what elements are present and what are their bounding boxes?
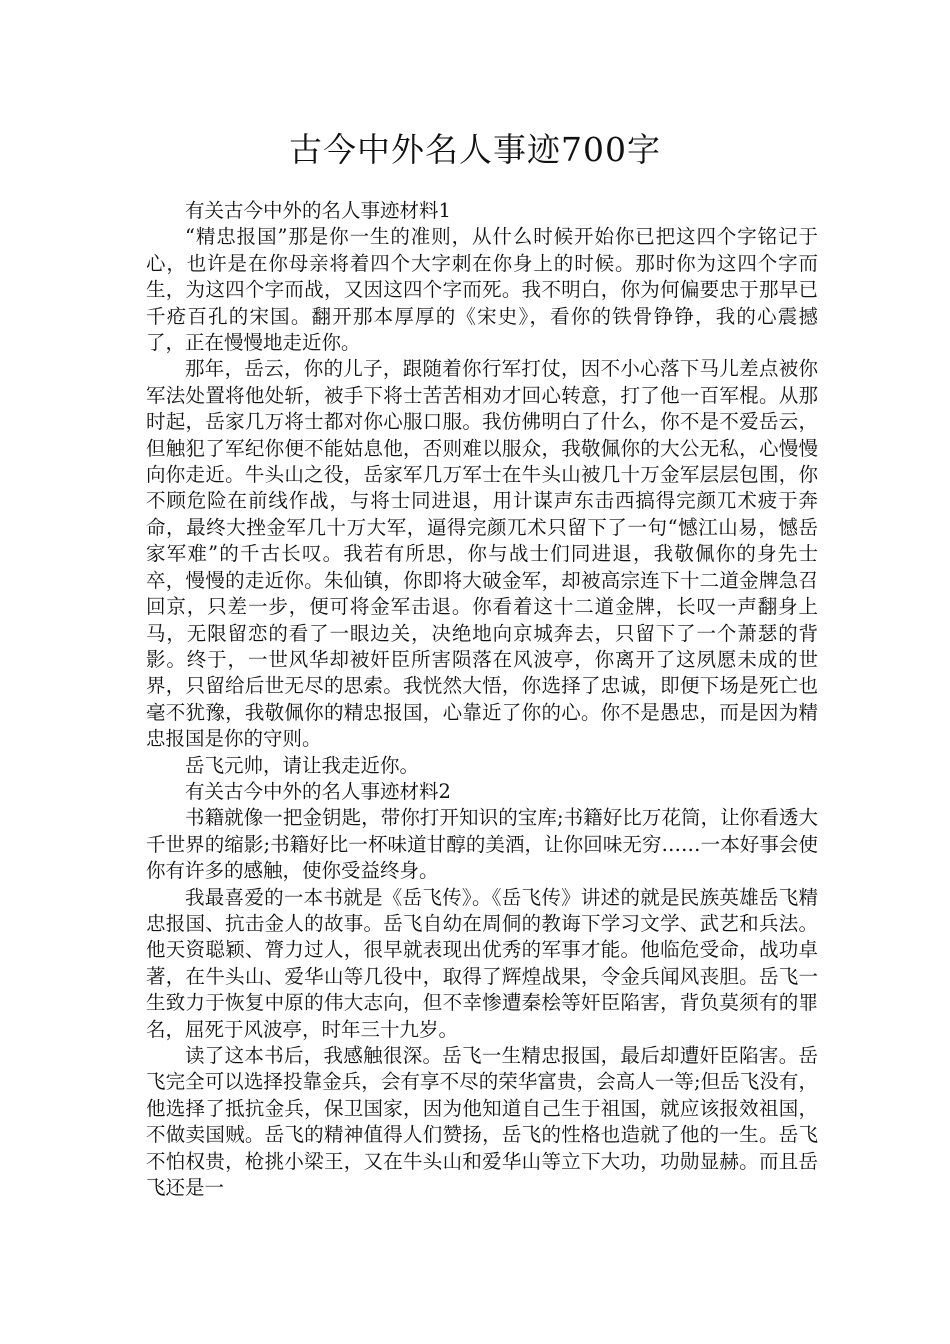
paragraph: 那年，岳云，你的儿子，跟随着你行军打仗，因不小心落下马儿差点被你军法处置将他处斩，被手下将士苦苦相劝才回心转意，打了他一百军棍。从那时起，岳家几万将士都对你心服口服。我仿佛明白了什么，你不是不爱岳云，但触犯了军纪你便不能姑息他，否则难以服众，我敬佩你的大公无私，心慢慢向你走近。牛头山之役，岳家军几万军士在牛头山被几十万金军层层包围，你不顾危险在前线作战，与将士同进退，用计谋声东击西搞得完颜兀术疲于奔命，最终大挫金军几十万大军，逼得完颜兀术只留下了一句“憾江山易，憾岳家军难”的千古长叹。我若有所思，你与战士们同进退，我敬佩你的身先士卒，慢慢的走近你。朱仙镇，你即将大破金军，却被高宗连下十二道金牌急召回京，只差一步，便可将金军击退。你看着这十二道金牌，长叹一声翻身上马，无限留恋的看了一眼边关，决绝地向京城奔去，只留下了一个萧瑟的背影。终于，一世风华却被奸臣所害陨落在风波亭，你离开了这夙愿未成的世界，只留给后世无尽的思索。我恍然大悟，你选择了忠诚，即便下场是死亡也毫不犹豫，我敬佩你的精忠报国，心靠近了你的心。你不是愚忠，而是因为精忠报国是你的守则。	[146, 357, 818, 751]
page-title: 古今中外名人事迹700字	[289, 130, 661, 169]
document-body	[146, 198, 818, 1201]
paragraph: 书籍就像一把金钥匙，带你打开知识的宝库;书籍好比万花筒，让你看透大千世界的缩影;书籍好比一杯味道甘醇的美酒，让你回味无穷……一本好事会使你有许多的感触，使你受益终身。	[146, 806, 818, 883]
paragraph: 读了这本书后，我感触很深。岳飞一生精忠报国，最后却遭奸臣陷害。岳飞完全可以选择投靠金兵，会有享不尽的荣华富贵，会高人一等;但岳飞没有，他选择了抵抗金兵，保卫国家，因为他知道自己生于祖国，就应该报效祖国，不做卖国贼。岳飞的精神值得人们赞扬，岳飞的性格也造就了他的一生。岳飞不怕权贵，枪挑小梁王，又在牛头山和爱华山等立下大功，功勋显赫。而且岳飞还是一	[146, 1044, 818, 1200]
section-heading-2: 有关古今中外的名人事迹材料2	[185, 779, 451, 803]
paragraph: “精忠报国”那是你一生的准则，从什么时候开始你已把这四个字铭记于心，也许是在你母亲将着四个大字刺在你身上的时候。那时你为这四个字而生，为这四个字而战，又因这四个字而死。我不明白，你为何偏要忠于那早已千疮百孔的宋国。翻开那本厚厚的《宋史》，看你的铁骨铮铮，我的心震撼了，正在慢慢地走近你。	[146, 225, 818, 355]
section-heading-1: 有关古今中外的名人事迹材料1	[185, 199, 451, 222]
paragraph: 我最喜爱的一本书就是《岳飞传》。《岳飞传》讲述的就是民族英雄岳飞精忠报国、抗击金人的故事。岳飞自幼在周侗的教诲下学习文学、武艺和兵法。他天资聪颖、膂力过人，很早就表现出优秀的军事才能。他临危受命，战功卓著，在牛头山、爱华山等几役中，取得了辉煌战果，令金兵闻风丧胆。岳飞一生致力于恢复中原的伟大志向，但不幸惨遭秦桧等奸臣陷害，背负莫须有的罪名，屈死于风波亭，时年三十九岁。	[146, 885, 818, 1041]
paragraph: 岳飞元帅，请让我走近你。	[185, 753, 420, 777]
